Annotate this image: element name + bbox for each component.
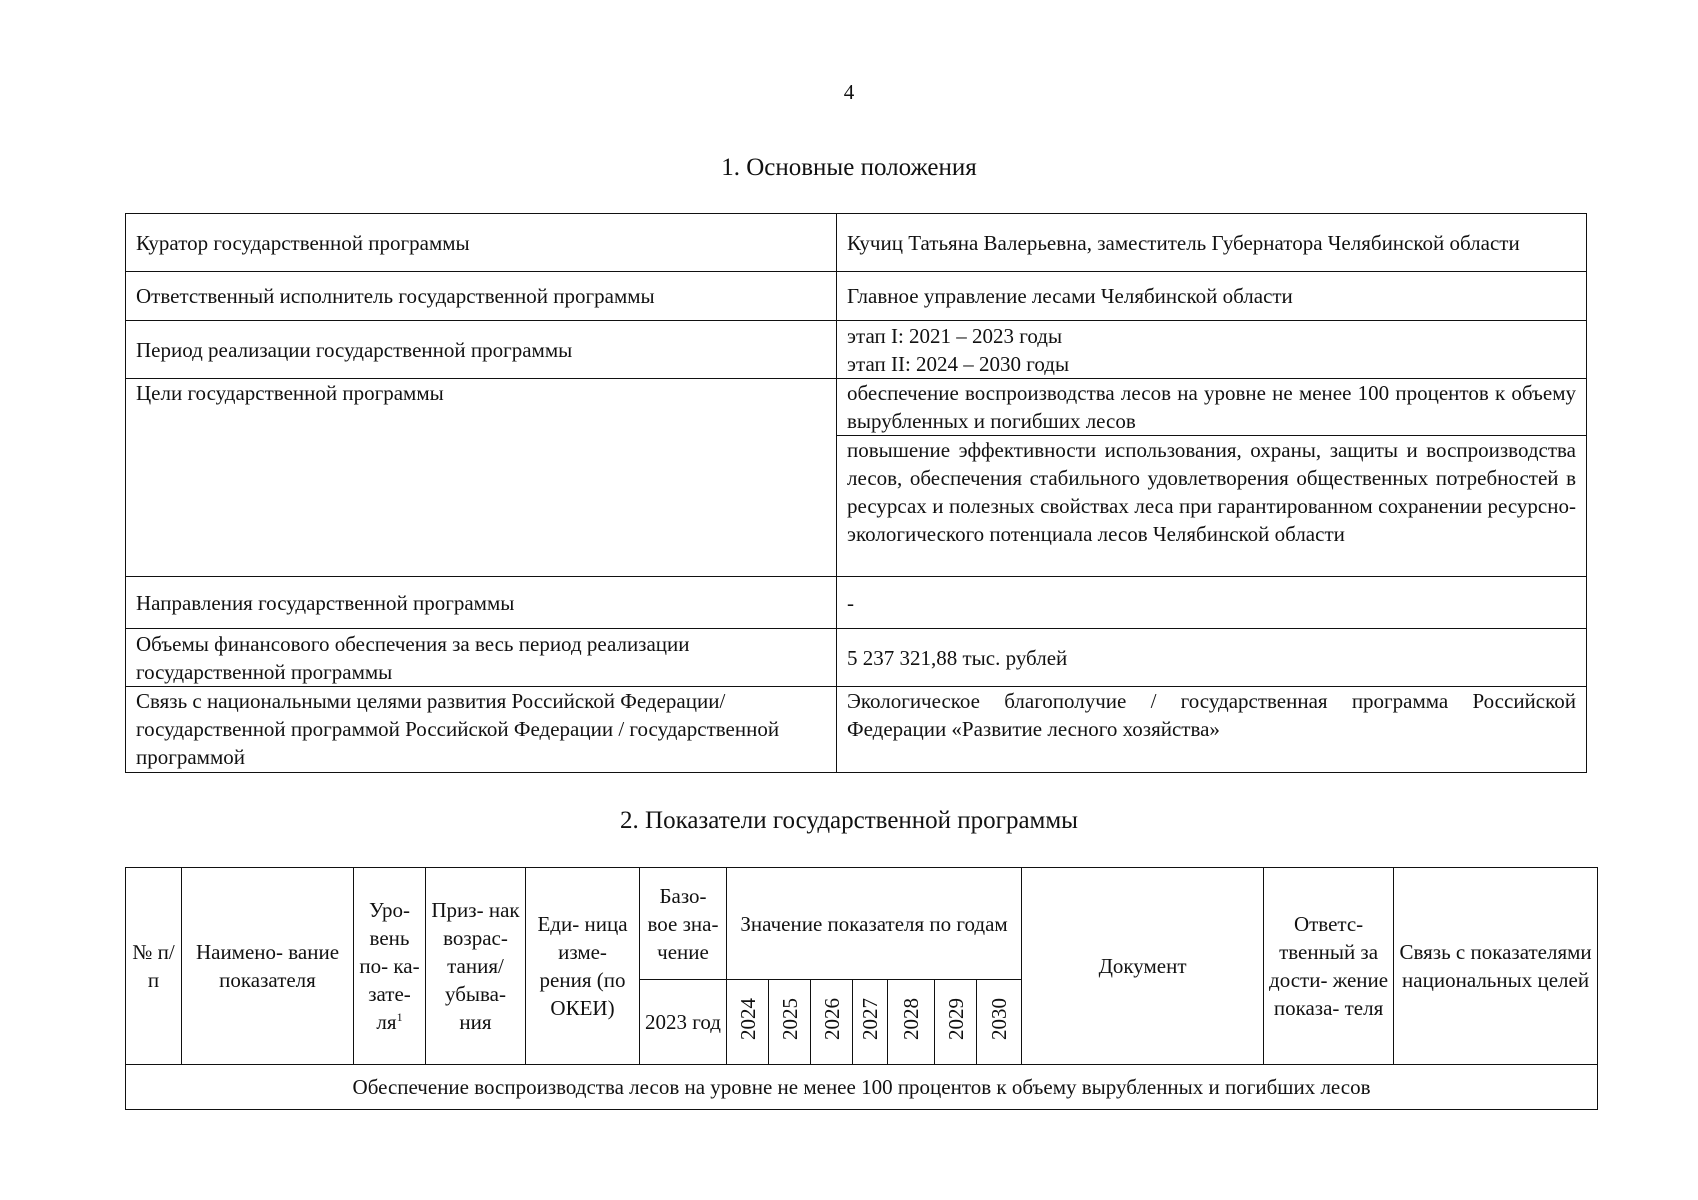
page-number: 4: [843, 80, 855, 104]
period-value: [837, 321, 1587, 379]
goal-section-row: Обеспечение воспроизводства лесов на уровне не менее 100 процентов к объему вырубленных и погибших лесов: [126, 1065, 1598, 1110]
col-num-header: № п/п: [126, 868, 182, 1065]
col-link-header: Связь с показателями национальных целей: [1394, 868, 1598, 1065]
section-1-title: 1. Основные положения: [721, 154, 977, 181]
period-label: Период реализации государственной программы: [126, 321, 837, 379]
goal-1: обеспечение воспроизводства лесов на уровне не менее 100 процентов к объему вырубленных и погибших лесов: [847, 381, 1576, 433]
year-label: 2025: [777, 997, 802, 1040]
table-row: [126, 272, 1587, 321]
table-row: [126, 629, 1587, 687]
executor-label: Ответственный исполнитель государственной программы: [126, 272, 837, 321]
directions-value: -: [837, 577, 1587, 629]
period-stage-1: этап I: 2021 – 2023 годы: [847, 323, 1063, 348]
table-header-row: [126, 868, 1598, 980]
main-provisions-table: [125, 213, 1587, 773]
year-label: 2029: [943, 997, 968, 1040]
year-2027: [853, 980, 888, 1065]
year-2030: [977, 980, 1022, 1065]
table-row: [126, 687, 1587, 773]
col-level-header: [354, 868, 426, 1065]
year-label: 2028: [899, 997, 923, 1040]
col-base-header: Базо- вое зна- чение: [640, 868, 727, 980]
funding-value: 5 237 321,88 тыс. рублей: [837, 629, 1587, 687]
table-row: [126, 321, 1587, 379]
year-2024: [727, 980, 769, 1065]
col-document-header: Документ: [1022, 868, 1264, 1065]
col-unit-header: Еди- ница изме- рения (по ОКЕИ): [526, 868, 640, 1065]
table-row: [126, 379, 1587, 577]
footnote-marker: 1: [396, 1010, 403, 1024]
table-row: [126, 1065, 1598, 1110]
table-row: [126, 214, 1587, 272]
goals-label: Цели государственной программы: [126, 379, 837, 577]
indicators-table: [125, 867, 1598, 1110]
col-base-year: 2023 год: [640, 980, 727, 1065]
year-2029: [935, 980, 977, 1065]
directions-label: Направления государственной программы: [126, 577, 837, 629]
national-goals-label: Связь с национальными целями развития Российской Федерации/ государственной программой Российской Федерации / государственной программой: [126, 687, 837, 773]
national-goals-value: Экологическое благополучие / государственная программа Российской Федерации «Развитие лесного хозяйства»: [837, 687, 1587, 773]
curator-label: Куратор государственной программы: [126, 214, 837, 272]
goal-2: повышение эффективности использования, охраны, защиты и воспроизводства лесов, обеспечения стабильного удовлетворения общественных потребностей в ресурсах и полезных свойствах леса при гарантированном сохранении ресурсно-экологического потенциала лесов Челябинской области: [837, 435, 1586, 548]
col-sign-header: Приз- нак возрас- тания/ убыва- ния: [426, 868, 526, 1065]
year-label: 2030: [987, 997, 1012, 1040]
col-level-text: Уро- вень по- ка- зате- ля: [359, 898, 420, 1034]
table-row: [126, 577, 1587, 629]
col-values-header: Значение показателя по годам: [727, 868, 1022, 980]
col-responsible-header: Ответс- твенный за дости- жение показа- теля: [1264, 868, 1394, 1065]
section-2-title: 2. Показатели государственной программы: [620, 807, 1078, 834]
executor-value: Главное управление лесами Челябинской области: [837, 272, 1587, 321]
year-label: 2027: [858, 997, 882, 1040]
year-2025: [769, 980, 811, 1065]
goals-value: [837, 379, 1587, 577]
col-name-header: Наимено- вание показателя: [182, 868, 354, 1065]
year-label: 2024: [735, 997, 760, 1040]
year-2028: [888, 980, 935, 1065]
year-label: 2026: [819, 997, 844, 1040]
curator-value: Кучиц Татьяна Валерьевна, заместитель Губернатора Челябинской области: [837, 214, 1587, 272]
year-2026: [811, 980, 853, 1065]
funding-label: Объемы финансового обеспечения за весь период реализации государственной программы: [126, 629, 837, 687]
period-stage-2: этап II: 2024 – 2030 годы: [847, 351, 1070, 376]
